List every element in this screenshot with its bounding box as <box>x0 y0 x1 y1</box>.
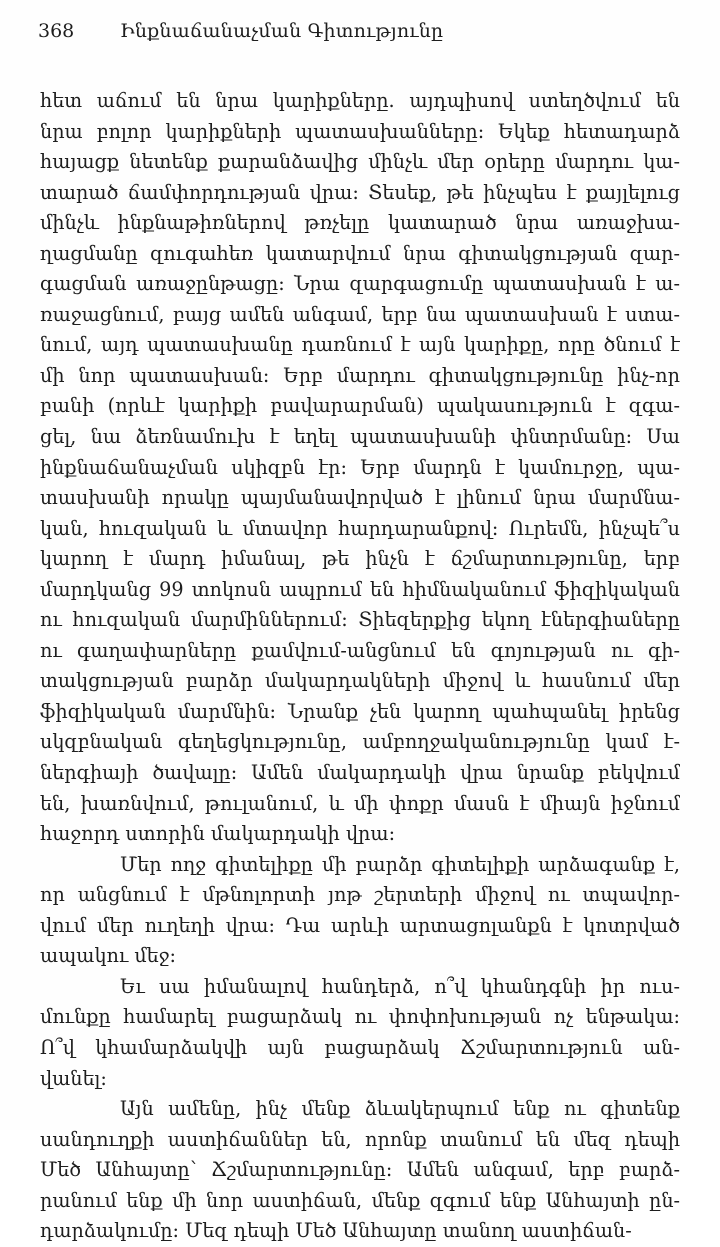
running-head <box>38 14 678 48</box>
text-line: հայացք նետենք քարանձավից մինչև մեր օրերը մարդու կա- <box>40 150 680 174</box>
text-line: նրա բոլոր կարիքների պատասխանները: Եկեք հետադարձ <box>40 119 680 143</box>
text-line: Մեր ողջ գիտելիքը մի բարձր գիտելիքի արձագանք է, <box>120 852 680 876</box>
text-line: ու հուզական մարմիններում: Տիեզերքից եկող էներգիաները <box>40 608 680 632</box>
text-line: րանում ենք մի նոր աստիճան, մենք զգում ենք Անհայտի ըն- <box>40 1188 680 1212</box>
text-line: ու գաղափարները քամվում-անցնում են գոյության ու գի- <box>40 638 680 662</box>
text-line: Ո՞վ կհամարձակվի այն բացարձակ Ճշմարտություն ան- <box>40 1035 680 1059</box>
text-line: բանի (որևէ կարիքի բավարարման) պակասություն է զգա- <box>40 394 680 418</box>
text-line: են, խառնվում, թուլանում, և մի փոքր մասն է միայն իջնում <box>40 791 680 815</box>
text-line: մի նոր պատասխան: Երբ մարդու գիտակցությունը ինչ-որ <box>40 363 680 387</box>
text-line: գացման առաջընթացը: Նրա զարգացումը պատասխան է ա- <box>40 272 680 296</box>
text-line: կարող է մարդ իմանալ, թե ինչն է ճշմարտությունը, երբ <box>40 547 680 571</box>
text-line: ինքնաճանաչման սկիզբն էր: Երբ մարդն է կամուրջը, պա- <box>40 455 680 479</box>
text-line: դարձակումը: Մեզ դեպի Մեծ Անհայտը տանող աստիճան- <box>40 1219 632 1243</box>
text-line: հաջորդ ստորին մակարդակի վրա: <box>40 822 396 846</box>
text-line: ներգիայի ծավալը: Ամեն մակարդակի վրա նրանք բեկվում <box>40 761 680 785</box>
text-line: մինչև ինքնաթիռներով թռչելը կատարած նրա առաջխա- <box>40 211 680 235</box>
text-line: Եւ սա իմանալով հանդերձ, ո՞վ կհանդգնի իր ուս- <box>120 974 680 998</box>
text-line: մարդկանց 99 տոկոսն ապրում են հիմնականում ֆիզիկական <box>40 577 680 601</box>
text-line: ռաջացնում, բայց ամեն անգամ, երբ նա պատասխան է ստա- <box>40 302 680 326</box>
paragraph <box>40 850 680 972</box>
page-number: 368 <box>38 20 75 42</box>
text-line: հետ աճում են նրա կարիքները. այդպիսով ստեղծվում են <box>40 89 680 112</box>
text-line: ապակու մեջ: <box>40 944 176 968</box>
text-line: տասխանի որակը պայմանավորված է լինում նրա մարմնա- <box>40 486 680 510</box>
text-line: ցել, նա ձեռնամուխ է եղել պատասխանի փնտրմանը: Սա <box>40 425 680 449</box>
text-line: կան, հուզական և մտավոր հարդարանքով: Ուրեմն, ինչպե՞ս <box>40 516 680 540</box>
text-line: նում, այդ պատասխանը դառնում է այն կարիքը, որը ծնում է <box>40 333 680 357</box>
text-line: տարած ճամփորդության վրա: Տեսեք, թե ինչպես է քայլելուց <box>40 180 680 204</box>
text-line: Այն ամենը, ինչ մենք ձևակերպում ենք ու գիտենք <box>120 1097 680 1121</box>
text-line: Մեծ Անհայտը՝ Ճշմարտությունը: Ամեն անգամ, երբ բարձ- <box>40 1158 680 1182</box>
text-line: ֆիզիկական մարմնին: Նրանք չեն կարող պահպանել իրենց <box>40 699 680 723</box>
text-line: որ անցնում է մթնոլորտի յոթ շերտերի միջով ու տպավոր- <box>40 883 680 907</box>
paragraph <box>40 972 680 1094</box>
text-line: վանել: <box>40 1066 107 1090</box>
paragraph <box>40 1094 680 1247</box>
running-head-title: Ինքնաճանաչման Գիտությունը <box>120 20 444 42</box>
text-line: մունքը համարել բացարձակ ու փոփոխության ոչ ենթակա: <box>40 1005 680 1029</box>
text-line: վում մեր ուղեղի վրա: Դա արևի արտացոլանքն է կոտրված <box>40 913 680 937</box>
text-line: սանդուղքի աստիճաններ են, որոնք տանում են մեզ դեպի <box>40 1127 680 1151</box>
body-text <box>40 86 680 1247</box>
text-line: տակցության բարձր մակարդակների միջով և հասնում մեր <box>40 669 680 693</box>
paragraph <box>40 86 680 850</box>
text-line: սկզբնական գեղեցկությունը, ամբողջականությունը կամ է- <box>40 730 680 754</box>
text-line: ղացմանը զուգահեռ կատարվում նրա գիտակցության զար- <box>40 241 680 265</box>
